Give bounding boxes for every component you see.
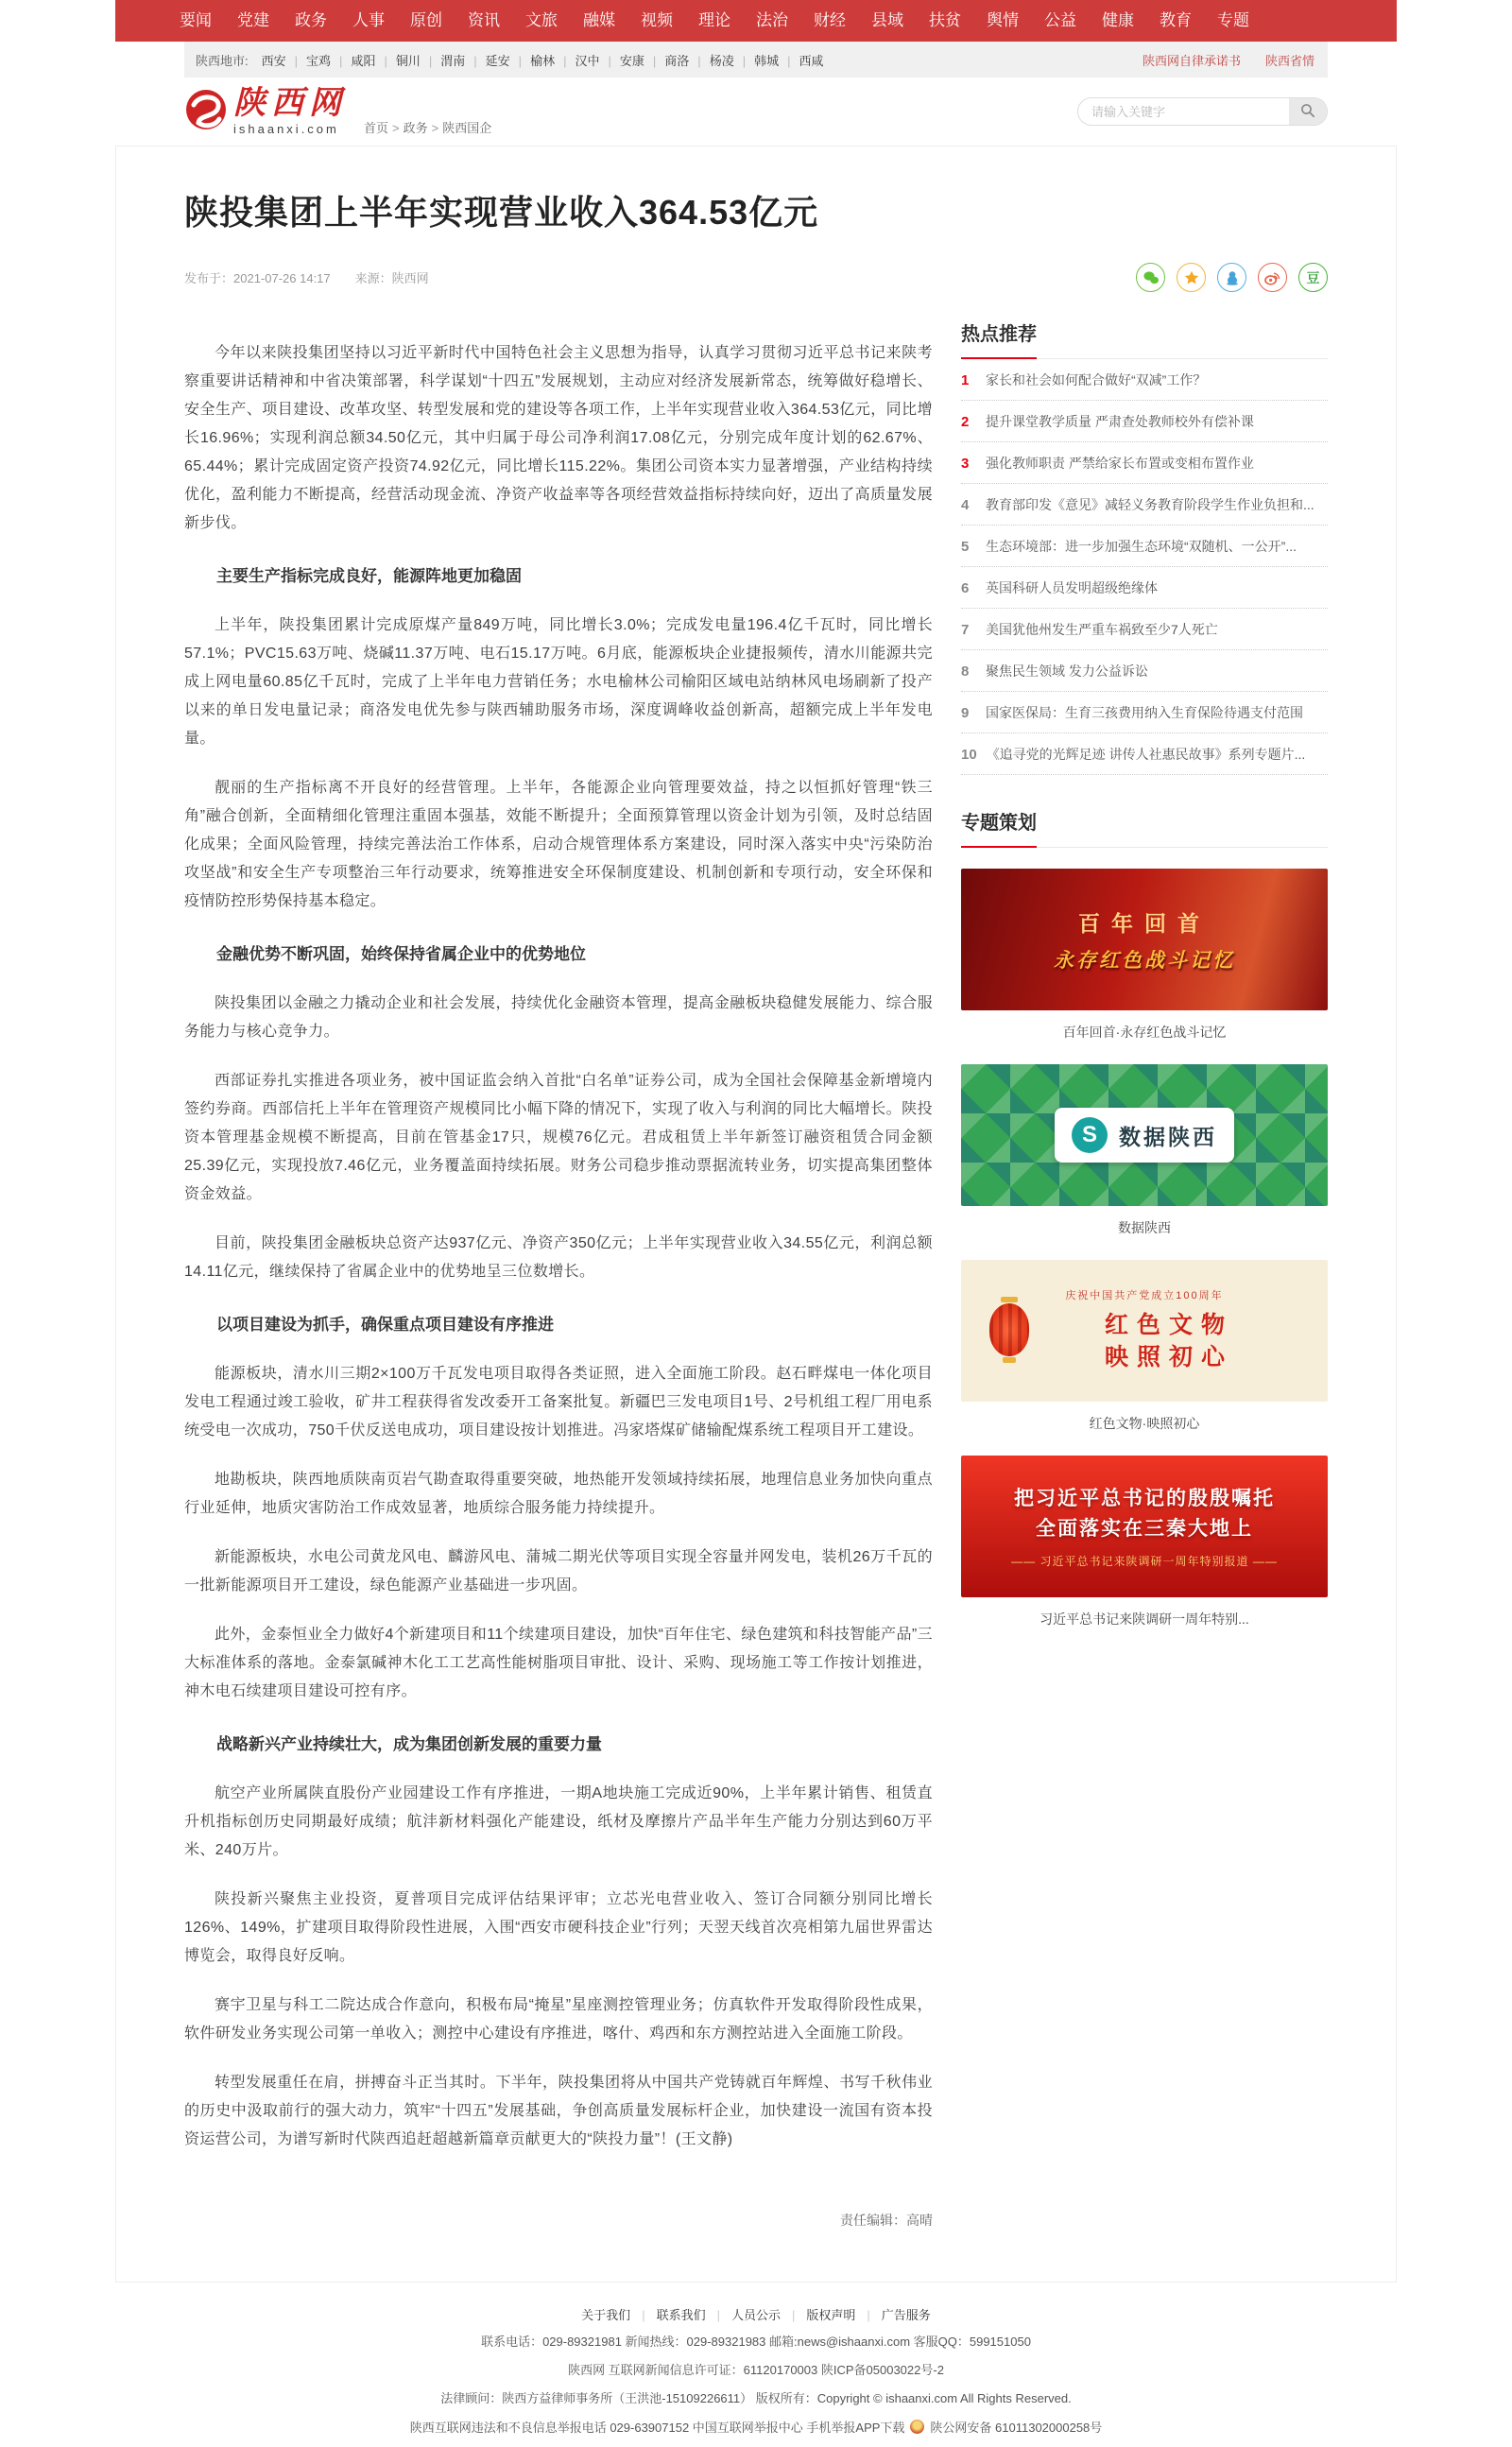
article-meta <box>184 268 429 286</box>
hot-rank: 7 <box>961 622 970 638</box>
nav-item[interactable]: 人事 <box>352 11 385 29</box>
site-logo[interactable] <box>184 85 347 136</box>
article-paragraph: 地勘板块，陕西地质陕南页岩气勘查取得重要突破，地热能开发领域持续拓展，地理信息业务加快向重点行业延伸，地质灾害防治工作成效显著，地质综合服务能力持续提升。 <box>184 1472 933 1516</box>
city-link[interactable]: 铜川 <box>395 53 421 68</box>
card-art-text: 永存红色战斗记忆 <box>1054 949 1235 972</box>
editor-line: 责任编辑：高晴 <box>840 2213 933 2228</box>
hot-list-item[interactable] <box>961 567 1328 609</box>
card-art-text: 红色文物 <box>1104 1313 1233 1339</box>
hot-item-text: 教育部印发《意见》减轻义务教育阶段学生作业负担和... <box>986 497 1314 512</box>
footer-legal-line: 法律顾问：陕西方益律师事务所（王洪池-15109226611） 版权所有：Copyright © ishaanxi.com All Rights Reserved. <box>440 2391 1072 2405</box>
footer-report-text: 陕西互联网违法和不良信息举报电话 029-63907152 中国互联网举报中心 手机举报APP下载 <box>409 2421 905 2435</box>
nav-item[interactable]: 政务 <box>295 11 327 29</box>
article-paragraph: 靓丽的生产指标离不开良好的经营管理。上半年，各能源企业向管理要效益，持之以恒抓好管理“铁三角”融合创新，全面精细化管理注重固本强基，效能不断提升；全面预算管理以资金计划为引领，及时总结固化成果；全面风险管理，持续完善法治工作体系，启动合规管理体系方案建设，同时深入落实中央“污染防治攻坚战”和安全生产专项整治三年行动要求，统筹推进安全环保制度建设、机制创新和专项行动，安全环保和疫情防控形势保持基本稳定。 <box>184 780 933 909</box>
nav-item[interactable]: 舆情 <box>987 11 1019 29</box>
article-paragraph: 上半年，陕投集团累计完成原煤产量849万吨，同比增长3.0%；完成发电量196.4亿千瓦时，同比增长57.1%；PVC15.63万吨、烧碱11.37万吨、电石15.17万吨。6月底，能源板块企业捷报频传，清水川能源共完成上网电量60.85亿千瓦时，完成了上半年电力营销任务；水电榆林公司榆阳区域电站纳林风电场刷新了投产以来的单日发电量记录；商洛发电优先参与陕西辅助服务市场，深度调峰收益创新高，超额完成上半年发电量。 <box>184 617 933 747</box>
hot-item-text: 国家医保局：生育三孩费用纳入生育保险待遇支付范围 <box>986 705 1303 720</box>
data-shaanxi-logo-icon: S <box>1072 1117 1108 1153</box>
hot-list-item[interactable] <box>961 359 1328 401</box>
separator: | <box>294 53 299 68</box>
separator: > <box>392 121 400 135</box>
logo-title: 陕西网 <box>233 85 347 121</box>
hot-item-text: 生态环境部：进一步加强生态环境“双随机、一公开”... <box>986 539 1297 554</box>
topic-card <box>961 1456 1328 1630</box>
search-icon <box>1300 103 1315 121</box>
topic-card <box>961 1260 1328 1435</box>
share-douban-icon[interactable]: 豆 <box>1298 263 1328 292</box>
separator: | <box>563 53 567 68</box>
nav-item[interactable]: 财经 <box>814 11 846 29</box>
nav-item[interactable]: 党建 <box>237 11 269 29</box>
article-paragraph: 今年以来陕投集团坚持以习近平新时代中国特色社会主义思想为指导，认真学习贯彻习近平总书记来陕考察重要讲话精神和中省决策部署，科学谋划“十四五”发展规划，主动应对经济发展新常态，统筹做好稳增长、安全生产、项目建设、改革攻坚、转型发展和党的建设等各项工作，上半年实现营业收入364.53亿元，同比增长16.96%；实现利润总额34.50亿元，其中归属于母公司净利润17.08亿元，分别完成年度计划的62.67%、65.44%；累计完成固定资产投资74.92亿元，同比增长115.22%。集团公司资本实力显著增强，产业结构持续优化，盈利能力不断提高，经营活动现金流、净资产收益率等各项经营效益指标持续向好，迈出了高质量发展新步伐。 <box>184 345 933 531</box>
separator: | <box>608 53 611 68</box>
city-link[interactable]: 榆林 <box>530 53 556 68</box>
nav-item[interactable]: 资讯 <box>468 11 500 29</box>
card-art-text: 百年回首 <box>1078 911 1211 936</box>
footer-report-line <box>115 2418 1397 2436</box>
logo-text-block <box>233 85 347 136</box>
footer-link[interactable]: 版权声明 <box>806 2308 856 2322</box>
card-art-text: 庆祝中国共产党成立100周年 <box>1065 1290 1224 1302</box>
breadcrumb-item[interactable]: 政务 <box>403 121 428 135</box>
hot-item-text: 《追寻党的光辉足迹 讲传人社惠民故事》系列专题片... <box>986 747 1306 762</box>
hot-list-item[interactable] <box>961 484 1328 526</box>
article-paragraph: 西部证券扎实推进各项业务，被中国证监会纳入首批“白名单”证券公司，成为全国社会保障基金新增境内签约券商。西部信托上半年在管理资产规模同比小幅下降的情况下，实现了收入与利润的同比大幅增长。陕投资本管理基金规模不断提高，目前在管基金17只，规模76亿元。君成租赁上半年新签订融资租赁合同金额25.39亿元，实现投放7.46亿元，业务覆盖面持续拓展。财务公司稳步推动票据流转业务，切实提高集团整体资金效益。 <box>184 1073 933 1202</box>
nav-item[interactable]: 县域 <box>871 11 903 29</box>
article-paragraph: 陕投新兴聚焦主业投资，夏普项目完成评估结果评审；立芯光电营业收入、签订合同额分别同比增长126%、149%，扩建项目取得阶段性进展，入围“西安市硬科技企业”行列；天翌天线首次亮相第九届世界雷达博览会，取得良好反响。 <box>184 1891 933 1964</box>
separator: | <box>428 53 433 68</box>
nav-item[interactable]: 文旅 <box>525 11 558 29</box>
nav-item[interactable]: 视频 <box>641 11 673 29</box>
share-wechat-icon[interactable] <box>1136 263 1165 292</box>
city-link[interactable]: 宝鸡 <box>306 53 332 68</box>
article-paragraph: 新能源板块，水电公司黄龙风电、麟游风电、蒲城二期光伏等项目实现全容量并网发电，装机26万千瓦的一批新能源项目开工建设，绿色能源产业基础进一步巩固。 <box>184 1549 933 1594</box>
separator: | <box>339 53 343 68</box>
sub-nav-bar <box>184 42 1328 78</box>
content-row <box>184 319 1328 2239</box>
hot-rank: 10 <box>961 747 977 763</box>
card-art-text: 映照初心 <box>1104 1345 1233 1370</box>
separator: | <box>473 53 477 68</box>
nav-item[interactable]: 教育 <box>1160 11 1192 29</box>
separator: | <box>642 2308 645 2322</box>
hot-list-item[interactable] <box>961 733 1328 775</box>
city-link[interactable]: 韩城 <box>754 53 780 68</box>
footer-link[interactable]: 联系我们 <box>656 2308 706 2322</box>
main-nav <box>115 0 1397 42</box>
hot-list-item[interactable] <box>961 650 1328 692</box>
hot-list-item[interactable] <box>961 692 1328 733</box>
article-paragraph: 转型发展重任在肩，拼搏奋斗正当其时。下半年，陕投集团将从中国共产党铸就百年辉煌、书写千秋伟业的历史中汲取前行的强大动力，筑牢“十四五”发展基础，争创高质量发展标杆企业，加快建设一流国有资本投资运营公司，为谱写新时代陕西追赶超越新篇章贡献更大的“陕投力量”！(王文静) <box>184 2075 933 2147</box>
city-link[interactable]: 西咸 <box>799 53 824 68</box>
subnav-red-link[interactable]: 陕西省情 <box>1264 53 1314 68</box>
search-box <box>1077 97 1328 126</box>
share-weibo-icon[interactable] <box>1258 263 1287 292</box>
nav-item[interactable]: 扶贫 <box>929 11 961 29</box>
topic-card-image-data-shaanxi[interactable] <box>961 1064 1328 1206</box>
top-nav-bar <box>115 0 1397 42</box>
card-art-text: 数据陕西 <box>1119 1124 1217 1149</box>
separator: | <box>518 53 523 68</box>
breadcrumb-item[interactable]: 首页 <box>364 121 389 135</box>
article-paragraph: 赛宇卫星与科工二院达成合作意向，积极布局“掩星”星座测控管理业务；仿真软件开发取得阶段性成果，软件研发业务实现公司第一单收入；测控中心建设有序推进，喀什、鸡西和东方测控站进入全面施工阶段。 <box>184 1997 933 2042</box>
hot-list-item[interactable] <box>961 401 1328 442</box>
hot-rank: 9 <box>961 705 970 721</box>
separator: | <box>697 53 701 68</box>
article-paragraph: 能源板块，清水川三期2×100万千瓦发电项目取得各类证照，进入全面施工阶段。赵石畔煤电一体化项目发电工程通过竣工验收，矿井工程获得省发改委开工备案批复。新疆巴三发电项目1号、2号机组工程厂用电系统受电一次成功，750千伏反送电成功，项目建设按计划推进。冯家塔煤矿储输配煤系统工程项目开工建设。 <box>184 1366 933 1439</box>
topic-card-image-anniversary[interactable] <box>961 1456 1328 1597</box>
share-qzone-icon[interactable] <box>1177 263 1206 292</box>
article-subheading: 以项目建设为抓手，确保重点项目建设有序推进 <box>216 1316 554 1334</box>
hot-item-text: 家长和社会如何配合做好“双减”工作？ <box>986 372 1207 388</box>
topic-card-caption[interactable]: 百年回首·永存红色战斗记忆 <box>1062 1025 1227 1040</box>
topic-card-caption[interactable]: 习近平总书记来陕调研一周年特别... <box>1040 1611 1249 1627</box>
hot-section-title-text: 热点推荐 <box>961 319 1037 359</box>
nav-item[interactable]: 融媒 <box>583 11 615 29</box>
article-paragraph: 陕投集团以金融之力撬动企业和社会发展，持续优化金融资本管理，提高金融板块稳健发展能力、综合服务能力与核心竞争力。 <box>184 995 933 1040</box>
city-link[interactable]: 杨凌 <box>709 53 734 68</box>
city-nav-label: 陕西地市: <box>196 53 249 68</box>
article-paragraph: 航空产业所属陕直股份产业园建设工作有序推进，一期A地块施工完成近90%，上半年累计销售、租赁直升机指标创历史同期最好成绩；航沣新材料强化产能建设，纸材及摩擦片产品半年生产能力分别达到60万平米、240万片。 <box>184 1785 933 1858</box>
main-content <box>115 146 1397 2283</box>
separator: > <box>431 121 439 135</box>
nav-item[interactable]: 理论 <box>698 11 730 29</box>
city-link[interactable]: 延安 <box>485 53 510 68</box>
footer-link[interactable]: 人员公示 <box>730 2308 781 2322</box>
search-input[interactable] <box>1078 105 1289 119</box>
hot-rank: 3 <box>961 456 970 472</box>
city-link[interactable]: 咸阳 <box>351 53 376 68</box>
nav-item[interactable]: 原创 <box>410 11 442 29</box>
nav-item[interactable]: 要闻 <box>180 11 212 29</box>
hot-item-text: 聚焦民生领域 发力公益诉讼 <box>986 663 1148 679</box>
separator: | <box>716 2308 720 2322</box>
hot-list <box>961 359 1328 775</box>
footer-link[interactable]: 广告服务 <box>881 2308 931 2322</box>
hot-list-item[interactable] <box>961 609 1328 650</box>
hot-list-item[interactable] <box>961 526 1328 567</box>
hot-rank: 2 <box>961 414 970 430</box>
topic-card-image-red-relics[interactable] <box>961 1260 1328 1402</box>
nav-item[interactable]: 专题 <box>1217 11 1249 29</box>
subnav-red-link[interactable]: 陕西网自律承诺书 <box>1142 53 1241 68</box>
hot-rank: 4 <box>961 497 970 513</box>
sidebar <box>961 319 1328 2239</box>
site-header <box>184 78 1328 146</box>
topics-section <box>961 807 1328 1630</box>
hot-rank: 1 <box>961 372 970 388</box>
topic-card-image-centenary[interactable] <box>961 869 1328 1010</box>
hot-item-text: 英国科研人员发明超级绝缘体 <box>986 580 1158 595</box>
separator: | <box>742 53 747 68</box>
footer-license-line: 陕西网 互联网新闻信息许可证：61120170003 陕ICP备05003022号-2 <box>568 2363 944 2377</box>
hot-item-text: 提升课堂教学质量 严肃查处教师校外有偿补课 <box>986 414 1254 429</box>
article-subheading: 金融优势不断巩固，始终保持省属企业中的优势地位 <box>216 945 586 963</box>
share-bar <box>1136 263 1328 292</box>
beian-link[interactable]: 陕公网安备 61011302000258号 <box>930 2421 1103 2435</box>
publish-time: 发布于：2021-07-26 14:17 <box>184 271 331 285</box>
hot-rank: 8 <box>961 663 970 680</box>
city-link[interactable]: 汉中 <box>575 53 600 68</box>
city-link[interactable]: 安康 <box>619 53 644 68</box>
subnav-links <box>1143 51 1314 69</box>
card-art-logo-box <box>1055 1108 1234 1163</box>
city-link[interactable]: 西安 <box>261 53 286 68</box>
share-qq-icon[interactable] <box>1217 263 1246 292</box>
separator: | <box>652 53 657 68</box>
card-art-text: 把习近平总书记的殷殷嘱托 <box>1014 1488 1275 1509</box>
lantern-icon <box>989 1303 1029 1356</box>
search-button[interactable] <box>1289 97 1327 126</box>
topics-section-title <box>961 807 1328 848</box>
separator: | <box>787 53 791 68</box>
city-link[interactable]: 商洛 <box>664 53 690 68</box>
hot-rank: 6 <box>961 580 970 596</box>
hot-rank: 5 <box>961 539 970 555</box>
logo-domain: ishaanxi.com <box>233 121 339 136</box>
separator: | <box>867 2308 870 2322</box>
separator: | <box>792 2308 796 2322</box>
article-meta-row <box>184 263 1328 292</box>
article-paragraph: 此外，金泰恒业全力做好4个新建项目和11个续建项目建设，加快“百年住宅、绿色建筑和科技智能产品”三大标准体系的落地。金泰氯碱神木化工工艺高性能树脂项目审批、设计、采购、现场施工等工作按计划推进，神木电石续建项目建设可控有序。 <box>184 1627 933 1699</box>
topic-card-caption[interactable]: 数据陕西 <box>1118 1220 1171 1235</box>
hot-item-text: 美国犹他州发生严重车祸致至少7人死亡 <box>986 622 1218 637</box>
footer-contact-line: 联系电话：029-89321981 新闻热线：029-89321983 邮箱:news@ishaanxi.com 客服QQ：599151050 <box>481 2335 1031 2349</box>
hot-section-title <box>961 319 1328 359</box>
city-list <box>258 51 828 69</box>
topic-card-caption[interactable]: 红色文物·映照初心 <box>1089 1416 1200 1431</box>
separator: | <box>384 53 387 68</box>
article-body <box>184 339 933 2154</box>
article-column <box>184 319 933 2239</box>
city-nav <box>196 51 828 69</box>
page-footer <box>115 2283 1397 2447</box>
card-art-text: 全面落实在三秦大地上 <box>1036 1517 1253 1540</box>
topic-card <box>961 869 1328 1043</box>
article-subheading: 战略新兴产业持续壮大，成为集团创新发展的重要力量 <box>216 1735 602 1753</box>
article-subheading: 主要生产指标完成良好，能源阵地更加稳固 <box>216 567 522 585</box>
topics-section-title-text: 专题策划 <box>961 807 1037 848</box>
article-source: 来源：陕西网 <box>354 271 429 285</box>
nav-item[interactable]: 法治 <box>756 11 788 29</box>
police-badge-icon <box>910 2420 924 2434</box>
card-art-text: —— 习近平总书记来陕调研一周年特别报道 —— <box>1011 1553 1278 1569</box>
topic-card <box>961 1064 1328 1239</box>
hot-item-text: 强化教师职责 严禁给家长布置或变相布置作业 <box>986 456 1254 471</box>
nav-item[interactable]: 公益 <box>1044 11 1076 29</box>
logo-emblem-icon <box>184 88 228 136</box>
footer-links <box>115 2305 1397 2323</box>
footer-link[interactable]: 关于我们 <box>581 2308 631 2322</box>
breadcrumb-item[interactable]: 陕西国企 <box>442 121 492 135</box>
nav-item[interactable]: 健康 <box>1102 11 1134 29</box>
breadcrumb <box>364 118 491 146</box>
city-link[interactable]: 渭南 <box>440 53 466 68</box>
article-paragraph: 目前，陕投集团金融板块总资产达937亿元、净资产350亿元；上半年实现营业收入34.55亿元，利润总额14.11亿元，继续保持了省属企业中的优势地呈三位数增长。 <box>184 1235 933 1280</box>
hot-list-item[interactable] <box>961 442 1328 484</box>
article-title: 陕投集团上半年实现营业收入364.53亿元 <box>184 193 819 232</box>
